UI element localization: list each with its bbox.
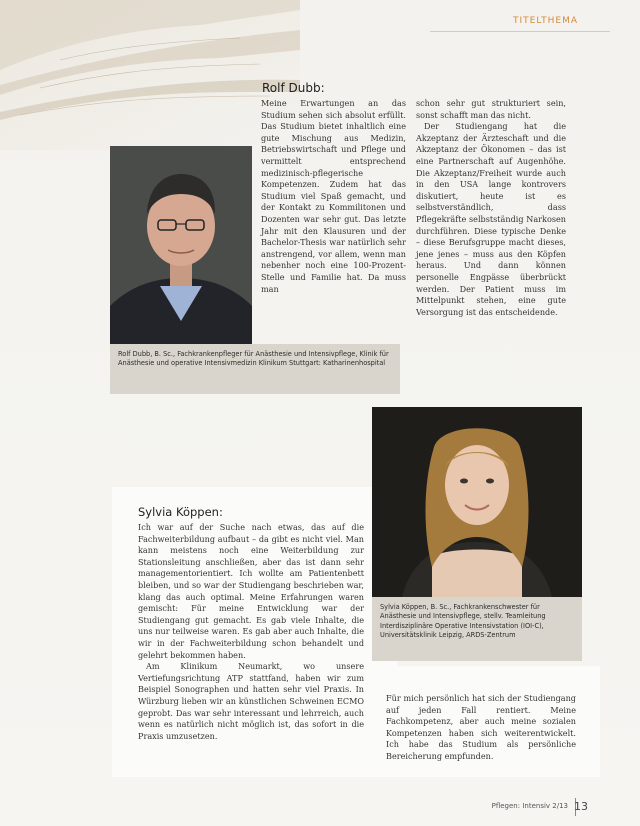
rolf-caption: Rolf Dubb, B. Sc., Fachkrankenpfleger für Anästhesie und Intensivpflege, Klinik für Anästhesie und operative Intensivmedizin Klinikum Stuttgart: Katharinenhospital	[110, 344, 400, 394]
sylvia-col1-paragraph-2: Am Klinikum Neumarkt, wo unsere Vertiefungsrichtung ATP stattfand, haben wir zum Beispiel Sonographen und hatten sehr viel Praxis. In Würzburg lieben wir an künstlichen Schweinen ECMO geprobt. Das war sehr interessant und lehrreich, auch wenn es natürlich nicht möglich ist, das sofort in die Praxis umzusetzen.	[138, 661, 364, 741]
section-divider	[430, 31, 610, 32]
rolf-heading: Rolf Dubb:	[262, 81, 325, 95]
rolf-photo	[110, 146, 252, 344]
sylvia-caption: Sylvia Köppen, B. Sc., Fachkrankenschwester für Anästhesie und Intensivpflege, stellv. Teamleitung Interdisziplinäre Operative Intensivstation (IOI-C), Universitätsklinik Leipzig, ARDS-Zentrum	[372, 597, 582, 661]
page-number: 13	[574, 800, 588, 813]
journal-footer: Pflegen: Intensiv 2/13	[491, 802, 568, 810]
rolf-column-1	[261, 98, 406, 295]
rolf-column-2	[416, 98, 566, 318]
sylvia-column-1	[138, 522, 364, 742]
book-pages-decoration	[0, 0, 300, 150]
rolf-col1-paragraph: Meine Erwartungen an das Studium sehen sich absolut erfüllt. Das Studium bietet inhaltlich eine gute Mischung aus Medizin, Betriebswirtschaft und Pflege und vermittelt entsprechend medizinisch-pflegerische Kompetenzen. Zudem hat das Studium viel Spaß gemacht, und der Kontakt zu Kommilitonen und Dozenten war sehr gut. Das letzte Jahr mit den Klausuren und der Bachelor-Thesis war natürlich sehr anstrengend, vor allem, wenn man nebenher noch eine 100-Prozent-Stelle und Familie hat. Da muss man	[261, 98, 406, 294]
rolf-col2-paragraph-1: schon sehr gut strukturiert sein, sonst schafft man das nicht.	[416, 98, 566, 120]
sylvia-col1-paragraph-1: Ich war auf der Suche nach etwas, das auf die Fachweiterbildung aufbaut – da gibt es nicht viel. Man kann meistens noch eine Weiterbildung zur Stationsleitung anschließen, aber das ist dann sehr managementorientiert. Ich wollte am Patientenbett bleiben, und so war der Studiengang beschrieben war, klang das auch optimal. Meine Erfahrungen waren gemischt: Für meine Entwicklung war der Studiengang gut gemacht. Es gab viele Inhalte, die uns nur teilweise waren. Es gab aber auch Inhalte, die wir in der Fachweiterbildung schon behandelt und gelehrt bekommen haben.	[138, 522, 364, 660]
sylvia-col2-paragraph: Für mich persönlich hat sich der Studiengang auf jeden Fall rentiert. Meine Fachkompetenz, aber auch meine sozialen Kompetenzen haben sich weiterentwickelt. Ich habe das Studium als persönliche Bereicherung empfunden.	[386, 693, 576, 761]
sylvia-photo	[372, 407, 582, 597]
sylvia-portrait-image	[372, 407, 582, 597]
rolf-portrait-image	[110, 146, 252, 344]
section-label: TITELTHEMA	[513, 16, 578, 26]
rolf-col2-paragraph-2: Der Studiengang hat die Akzeptanz der Ärzteschaft und die Akzeptanz der Ökonomen – das ist eine Partnerschaft auf Augenhöhe. Die Akzeptanz/Freiheit wurde auch in den USA lange kontrovers diskutiert, heute ist es selbstverständlich, dass Pflegekräfte selbstständig Narkosen durchführen. Diese typische Denke – diese Berufsgruppe macht dieses, jene jenes – muss aus den Köpfen heraus. Und dann können personelle Engpässe überbrückt werden. Der Patient muss im Mittelpunkt stehen, eine gute Versorgung ist das entscheidende.	[416, 121, 566, 317]
sylvia-column-2	[386, 693, 576, 763]
sylvia-heading: Sylvia Köppen:	[138, 505, 223, 519]
